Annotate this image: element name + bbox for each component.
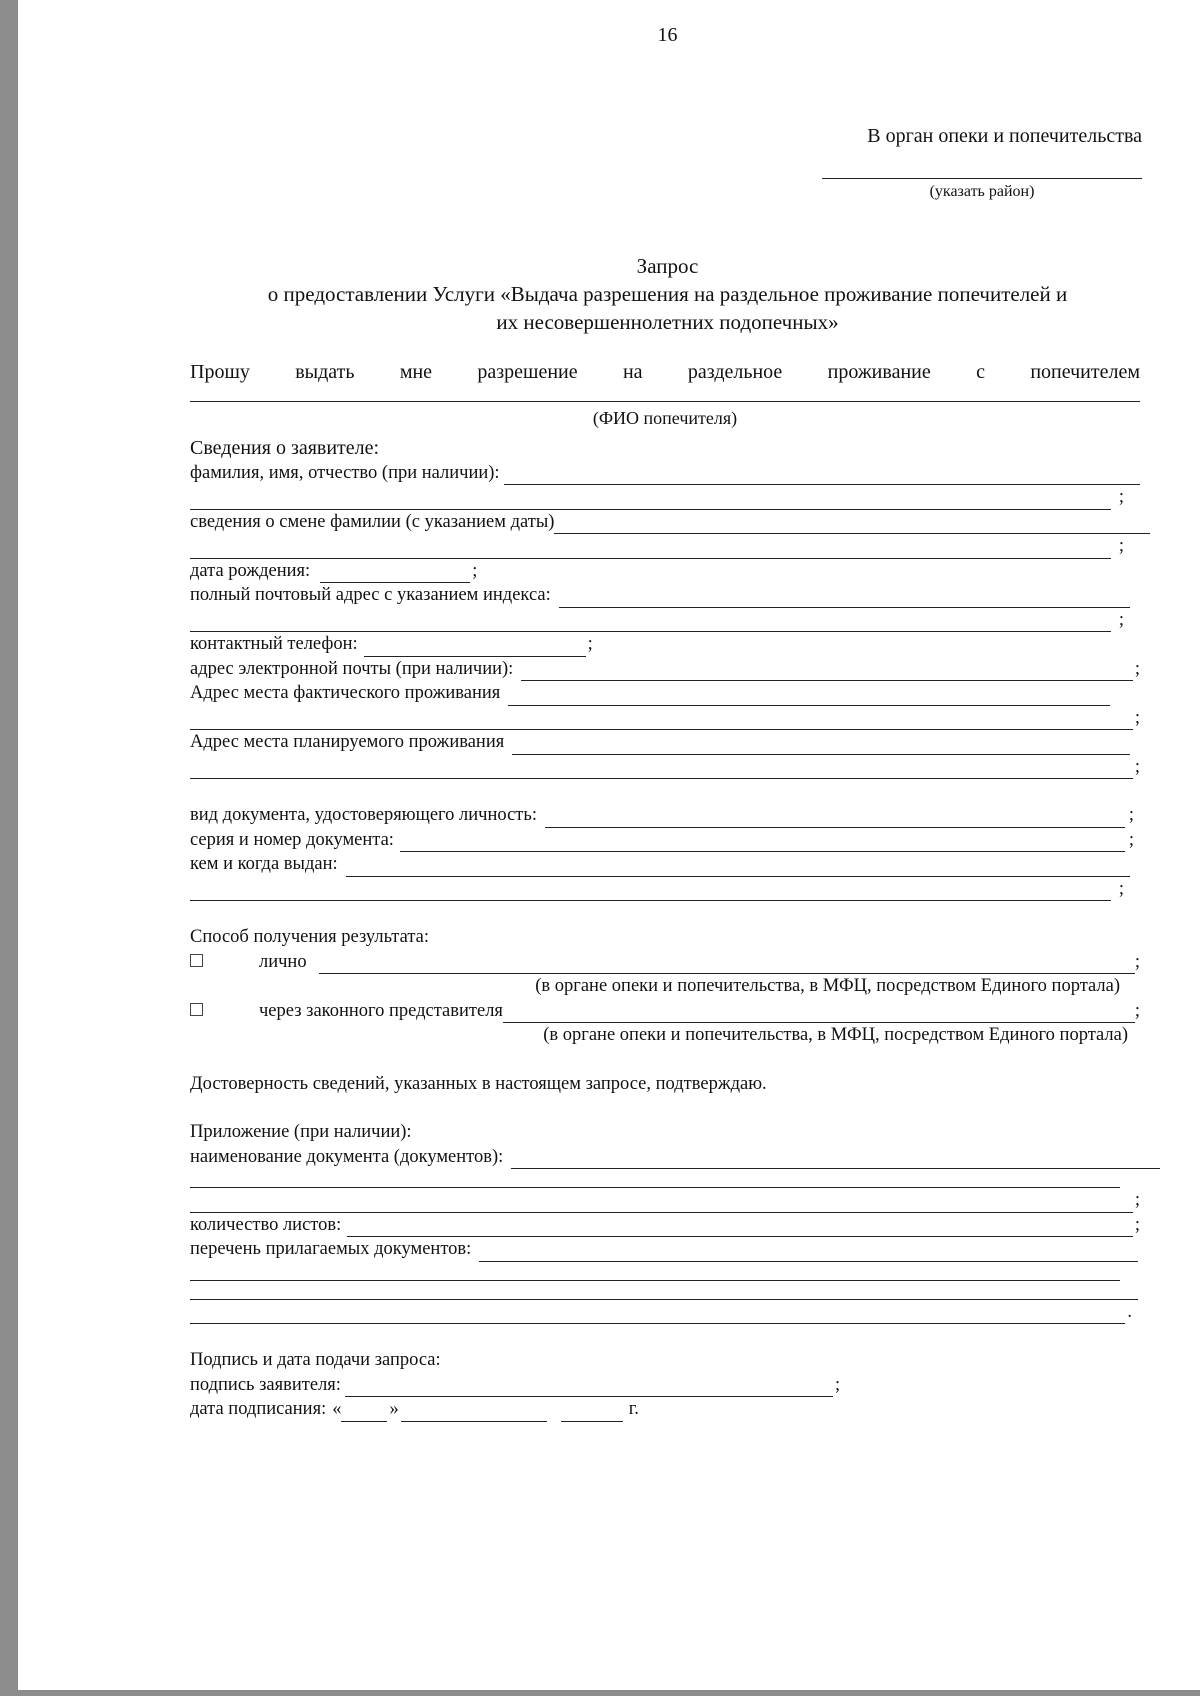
birth-date-label: дата рождения: (190, 560, 311, 581)
planned-address-row (190, 730, 1140, 755)
doc-number-label: серия и номер документа: (190, 829, 394, 850)
fio-field[interactable] (504, 466, 1140, 485)
doc-list-field-3[interactable] (190, 1281, 1138, 1300)
postal-field[interactable] (559, 589, 1130, 608)
actual-address-row (190, 681, 1140, 706)
surname-change-field[interactable] (554, 515, 1150, 534)
delivery-heading: Способ получения результата: (190, 927, 430, 947)
close-quote: » (389, 1399, 399, 1419)
doc-list-field[interactable] (479, 1243, 1138, 1262)
open-quote: « (332, 1399, 342, 1419)
issued-field-continued[interactable] (190, 882, 1111, 901)
doc-name-label: наименование документа (документов): (190, 1146, 504, 1167)
doc-name-row-continued (190, 1169, 1140, 1188)
title-heading: Запрос (636, 254, 699, 278)
birth-date-field[interactable] (320, 564, 470, 583)
doc-name-field-continued[interactable] (190, 1169, 1120, 1188)
semicolon: ; (1118, 536, 1124, 556)
page-number: 16 (657, 24, 678, 46)
request-statement (190, 360, 1140, 385)
issued-label: кем и когда выдан: (190, 854, 338, 874)
district-field[interactable] (822, 152, 1142, 179)
applicant-heading: Сведения о заявителе: (190, 437, 380, 459)
representative-label: через законного представителя (259, 1000, 503, 1021)
semicolon: ; (1118, 878, 1124, 899)
sheets-label: количество листов: (190, 1214, 342, 1235)
issued-field[interactable] (346, 858, 1130, 877)
phone-field[interactable] (364, 638, 586, 657)
signature-field[interactable] (345, 1378, 833, 1397)
doc-list-row-2 (190, 1262, 1140, 1281)
doc-list-row-3 (190, 1281, 1140, 1300)
semicolon: ; (1134, 1190, 1140, 1210)
semicolon: ; (1128, 829, 1134, 850)
actual-address-field[interactable] (508, 687, 1110, 706)
guardian-fio-caption: (ФИО попечителя) (592, 407, 738, 428)
semicolon: ; (1134, 1214, 1140, 1235)
sign-date-label: дата подписания: (190, 1399, 327, 1419)
postal-row (190, 583, 1140, 608)
sheets-row (190, 1213, 1140, 1238)
semicolon: ; (1134, 1000, 1140, 1021)
actual-address-row-continued (190, 706, 1140, 731)
semicolon: ; (472, 560, 478, 581)
personal-caption: (в органе опеки и попечительства, в МФЦ, посредством Единого портала) (535, 976, 1120, 996)
request-word: с (976, 361, 985, 383)
request-word: попечителем (1030, 361, 1140, 383)
doc-list-row (190, 1237, 1140, 1262)
postal-field-continued[interactable] (190, 613, 1111, 632)
doc-name-field-continued-2[interactable] (190, 1194, 1133, 1213)
postal-label: полный почтовый адрес с указанием индекса: (190, 585, 551, 605)
request-word: проживание (827, 361, 931, 383)
doc-number-field[interactable] (400, 833, 1125, 852)
form-body (190, 360, 1140, 1422)
birth-date-row (190, 559, 1140, 584)
delivery-option-representative (190, 999, 1140, 1024)
sign-day-field[interactable] (341, 1403, 387, 1422)
sheets-field[interactable] (347, 1218, 1133, 1237)
fio-row-continued (190, 485, 1140, 510)
personal-checkbox[interactable] (190, 954, 203, 967)
delivery-option-personal (190, 950, 1140, 975)
signature-row (190, 1373, 1140, 1398)
semicolon: ; (834, 1374, 841, 1395)
actual-address-field-continued[interactable] (190, 711, 1133, 730)
doc-type-label: вид документа, удостоверяющего личность: (190, 805, 537, 825)
issued-row-continued (190, 877, 1140, 902)
doc-name-field[interactable] (511, 1150, 1160, 1169)
signature-label: подпись заявителя: (190, 1374, 341, 1395)
recipient-label: В орган опеки и попечительства (867, 125, 1142, 147)
surname-change-label: сведения о смене фамилии (с указанием даты) (190, 511, 555, 532)
planned-address-field-continued[interactable] (190, 760, 1133, 779)
title-subtitle-line1: о предоставлении Услуги «Выдача разрешения на раздельное проживание попечителей и (267, 282, 1068, 306)
scan-bottom-edge (0, 1690, 1200, 1696)
guardian-fio-field[interactable] (190, 385, 1140, 402)
phone-label: контактный телефон: (190, 634, 358, 654)
doc-number-row (190, 828, 1140, 853)
semicolon: ; (1134, 658, 1140, 679)
doc-list-row-4 (190, 1300, 1140, 1325)
issued-row (190, 852, 1140, 877)
request-word: Прошу (190, 361, 250, 383)
attachments-heading: Приложение (при наличии): (190, 1122, 412, 1142)
semicolon: ; (1128, 805, 1134, 825)
doc-type-field[interactable] (545, 809, 1125, 828)
year-suffix: г. (628, 1399, 639, 1419)
document-title (195, 252, 1140, 336)
doc-name-row (190, 1145, 1140, 1170)
personal-label: лично (259, 951, 307, 972)
semicolon: ; (1134, 707, 1140, 728)
planned-address-row-continued (190, 755, 1140, 780)
sign-year-field[interactable] (561, 1403, 623, 1422)
representative-caption: (в органе опеки и попечительства, в МФЦ, посредством Единого портала) (543, 1025, 1128, 1045)
fio-label: фамилия, имя, отчество (при наличии): (190, 462, 500, 483)
confirmation-statement: Достоверность сведений, указанных в настоящем запросе, подтверждаю. (190, 1073, 767, 1094)
surname-change-row (190, 510, 1140, 535)
fio-row (190, 461, 1140, 486)
phone-row (190, 632, 1140, 657)
doc-list-field-4[interactable] (190, 1305, 1125, 1324)
planned-address-label: Адрес места планируемого проживания (190, 732, 505, 752)
surname-change-row-continued (190, 534, 1140, 559)
representative-checkbox[interactable] (190, 1003, 203, 1016)
semicolon: ; (1134, 756, 1140, 777)
scan-edge (0, 0, 18, 1696)
doc-list-label: перечень прилагаемых документов: (190, 1239, 472, 1259)
semicolon: ; (1118, 609, 1124, 630)
request-word: на (622, 361, 643, 383)
semicolon: ; (1118, 487, 1124, 507)
planned-address-field[interactable] (512, 736, 1130, 755)
fio-field-continued[interactable] (190, 491, 1111, 510)
surname-change-field-continued[interactable] (190, 540, 1111, 559)
request-word: мне (399, 361, 433, 383)
doc-list-field-2[interactable] (190, 1262, 1120, 1281)
request-word: раздельное (687, 361, 783, 383)
email-row (190, 657, 1140, 682)
district-hint: (указать район) (929, 183, 1035, 200)
email-label: адрес электронной почты (при наличии): (190, 658, 514, 679)
personal-field[interactable] (319, 955, 1135, 974)
postal-row-continued (190, 608, 1140, 633)
email-field[interactable] (521, 662, 1133, 681)
actual-address-label: Адрес места фактического проживания (190, 683, 501, 703)
semicolon: ; (587, 634, 593, 654)
representative-field[interactable] (503, 1004, 1135, 1023)
recipient-block (822, 125, 1142, 201)
sign-month-field[interactable] (401, 1403, 547, 1422)
signature-heading: Подпись и дата подачи запроса: (190, 1350, 441, 1370)
request-word: разрешение (477, 361, 578, 383)
semicolon: ; (1134, 951, 1140, 972)
final-dot: . (1127, 1301, 1132, 1322)
request-word: выдать (295, 361, 355, 383)
title-subtitle-line2: их несовершеннолетних подопечных» (496, 310, 839, 334)
doc-name-row-continued-2 (190, 1188, 1140, 1213)
sign-date-row (190, 1397, 1140, 1422)
doc-type-row (190, 803, 1140, 828)
